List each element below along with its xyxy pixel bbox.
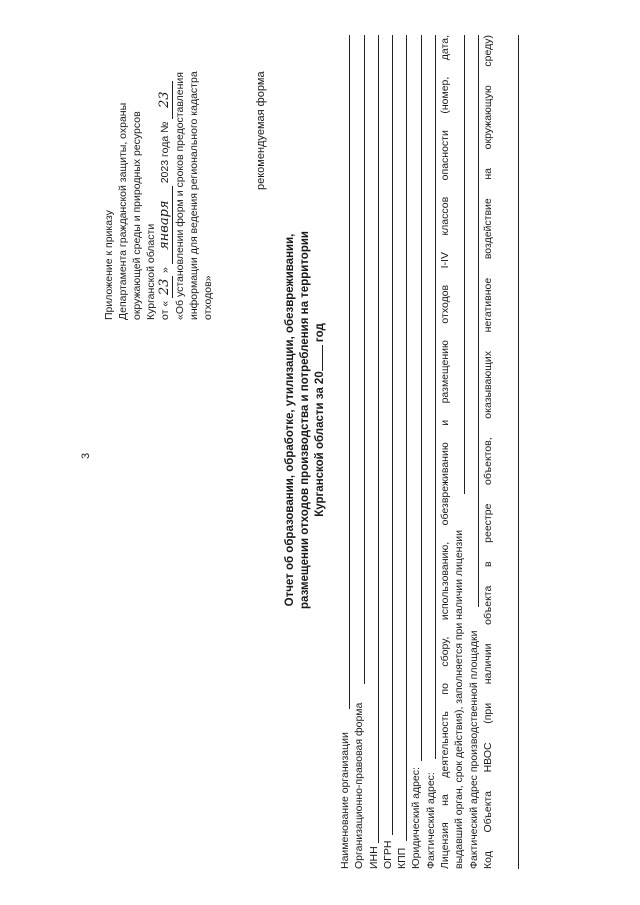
page-number: 3 [80,452,92,459]
appendix-line: окружающей среды и природных ресурсов [131,111,143,320]
actual-address-line[interactable] [435,35,436,759]
date-mid: » [159,267,171,273]
date-month: января [158,186,173,264]
field-kpp: КПП [395,35,409,869]
organization-fields [338,35,495,869]
field-actual-address: Фактический адрес: [424,35,438,869]
appendix-line: Приложение к приказу [103,210,115,320]
order-date-line [158,20,173,320]
appendix-line: Департамента гражданской защиты, охраны [117,102,129,320]
inn-line[interactable] [378,35,379,843]
license-text-line1: Лицензия на деятельность по сбору, использованию, обезвреживанию и размещению отходов I-IV классов опасности (номер, дата, [439,35,452,869]
date-year: 2023 года № [159,121,171,184]
order-number: 23 [158,81,173,119]
field-legal-address: Юридический адрес: [409,35,423,869]
appendix-block [102,20,215,320]
appendix-line: Курганской области [145,223,157,320]
field-production-site: Фактический адрес производственной площадки [467,35,481,869]
nvos-code-line[interactable] [518,35,519,869]
license-line[interactable] [464,35,465,494]
org-name-line[interactable] [349,35,350,709]
report-title [283,195,328,645]
field-legal-form: Организационно-правовая форма [352,35,366,869]
field-inn: ИНН [367,35,381,869]
legal-form-line[interactable] [364,35,365,684]
year-blank [322,345,323,371]
title-year-suffix: год [314,323,326,343]
legal-address-line[interactable] [421,35,422,761]
appendix-line: отходов» [202,275,214,320]
title-line [313,195,328,645]
kpp-line[interactable] [406,35,407,841]
recommended-form-label: рекомендуемая форма [255,71,267,190]
date-prefix: от « [159,300,171,320]
title-line: Отчет об образовании, обработке, утилизации, обезвреживании, [284,233,296,607]
appendix-line: «Об установлении форм и сроков предоставления [174,72,186,320]
ogrn-line[interactable] [392,35,393,835]
title-year-prefix: Курганской области за 20 [314,371,326,517]
license-text-line2: выдавший орган, срок действия), заполняется при наличии лицензии [452,35,466,869]
appendix-line: информации для ведения регионального кадастра [188,71,200,320]
nvos-code-text: Код Объекта НВОС (при наличии объекта в реестре объектов, оказывающих негативное воздействие на окружающую среду) [481,35,494,869]
field-ogrn: ОГРН [381,35,395,869]
field-org-name: Наименование организации [338,35,352,869]
date-day: 23 [158,276,173,298]
production-site-line[interactable] [478,35,479,607]
title-line: размещении отходов производства и потребления на территории [299,231,311,609]
